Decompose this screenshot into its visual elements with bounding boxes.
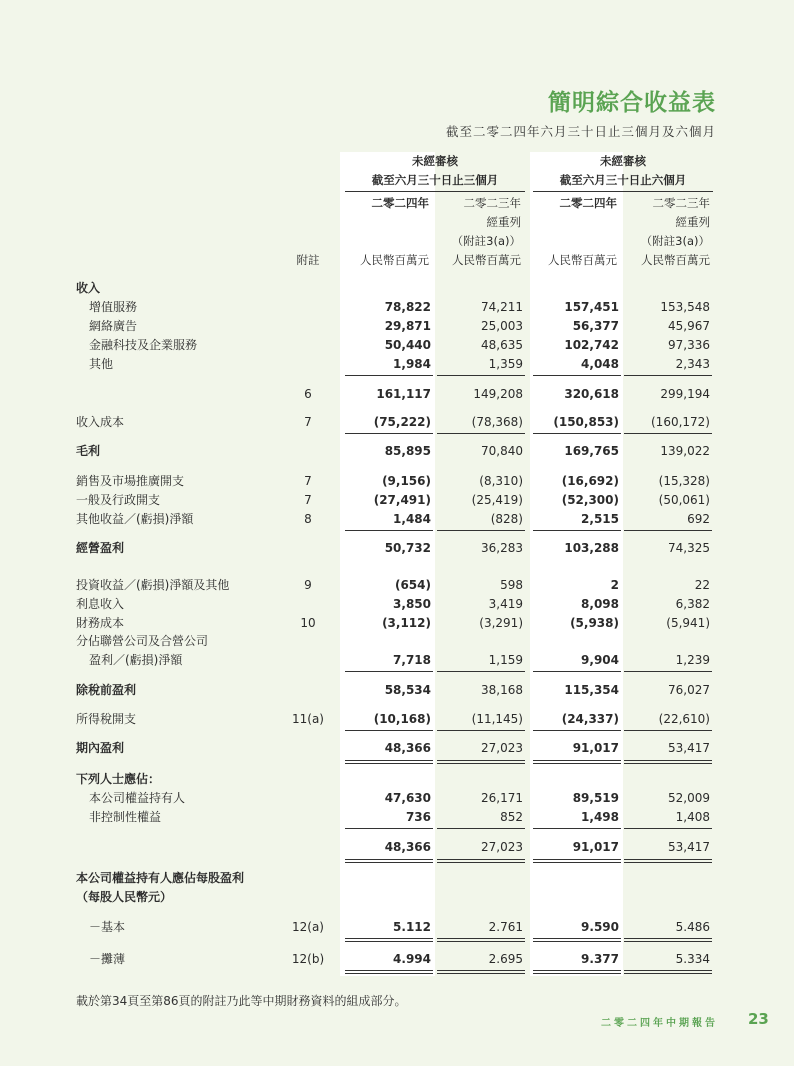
note-ref: 7 [304, 415, 312, 429]
value: 26,171 [481, 791, 523, 805]
value: 76,027 [668, 683, 710, 697]
value: 2.761 [488, 920, 523, 934]
value: (24,337) [561, 712, 619, 726]
value: 48,366 [384, 840, 431, 854]
value: 320,618 [564, 387, 619, 401]
rule [533, 941, 621, 942]
rule [437, 973, 525, 974]
value: 97,336 [668, 338, 710, 352]
row-selling [0, 472, 794, 491]
value: 1,984 [393, 357, 431, 371]
row-vas [0, 298, 794, 317]
header-restated-3m: 經重列 [486, 215, 521, 229]
header-rule-3m [345, 191, 525, 192]
header-restated-6m: 經重列 [675, 215, 710, 229]
rule [345, 375, 433, 376]
rule [437, 862, 525, 863]
header-year-2023-3m: 二零二三年 [463, 196, 521, 210]
value: (16,692) [561, 474, 619, 488]
value: (9,156) [382, 474, 431, 488]
value: 70,840 [481, 444, 523, 458]
section-attributable [0, 770, 794, 789]
rule [533, 763, 621, 764]
rule [533, 730, 621, 731]
value: (828) [490, 512, 523, 526]
rule [437, 941, 525, 942]
rule [624, 763, 712, 764]
value: (10,168) [373, 712, 431, 726]
value: 48,366 [384, 741, 431, 755]
label: －基本 [89, 920, 126, 934]
rule [533, 828, 621, 829]
label: －攤薄 [89, 952, 126, 966]
rule [624, 862, 712, 863]
row-attrib-total [0, 838, 794, 857]
header-unaudited-6m: 未經審核 [600, 154, 646, 168]
rule [624, 530, 712, 531]
value: 47,630 [384, 791, 431, 805]
rule [345, 970, 433, 971]
row-eps-basic [0, 918, 794, 937]
label: 毛利 [76, 444, 101, 458]
header-notes: 附註 [296, 253, 320, 267]
label: 增值服務 [89, 300, 138, 314]
label: 除稅前盈利 [76, 683, 137, 697]
value: (75,222) [373, 415, 431, 429]
label: 經營盈利 [76, 541, 125, 555]
label: 收入成本 [76, 415, 125, 429]
value: (3,112) [382, 616, 431, 630]
page-title: 簡明綜合收益表 [548, 90, 716, 116]
value: 5.486 [675, 920, 710, 934]
value: 1,159 [488, 653, 523, 667]
rule [345, 730, 433, 731]
value: 157,451 [564, 300, 619, 314]
note-ref: 12(a) [292, 920, 324, 934]
value: 5.334 [675, 952, 710, 966]
row-ads [0, 317, 794, 336]
value: 3,419 [488, 597, 523, 611]
value: (654) [394, 578, 431, 592]
value: (160,172) [651, 415, 710, 429]
rule [345, 671, 433, 672]
row-profit-before-tax [0, 681, 794, 700]
note-ref: 7 [304, 493, 312, 507]
label: 金融科技及企業服務 [89, 338, 198, 352]
value: 2,343 [675, 357, 710, 371]
footnote: 載於第34頁至第86頁的附註乃此等中期財務資料的組成部分。 [76, 994, 407, 1008]
rule [345, 760, 433, 761]
header-rule-6m [533, 191, 713, 192]
rule [624, 730, 712, 731]
value: 50,732 [384, 541, 431, 555]
rule [437, 970, 525, 971]
rule [624, 973, 712, 974]
rule [624, 760, 712, 761]
value: 36,283 [481, 541, 523, 555]
note-ref: 12(b) [291, 952, 325, 966]
note-ref: 9 [304, 578, 312, 592]
note-ref: 10 [300, 616, 316, 630]
note-ref: 11(a) [292, 712, 324, 726]
rule [533, 970, 621, 971]
label: 其他收益／(虧損)淨額 [76, 512, 194, 526]
label: 非控制性權益 [89, 810, 162, 824]
value: (22,610) [658, 712, 710, 726]
label: 銷售及市場推廣開支 [76, 474, 185, 488]
value: 1,239 [675, 653, 710, 667]
value: 149,208 [473, 387, 523, 401]
value: 78,822 [384, 300, 431, 314]
row-operating-profit [0, 539, 794, 558]
header-currency-3: 人民幣百萬元 [548, 253, 617, 267]
rule [624, 375, 712, 376]
value: 169,765 [564, 444, 619, 458]
header-period-6m: 截至六月三十日止六個月 [559, 173, 687, 187]
rule [345, 530, 433, 531]
value: 91,017 [572, 741, 619, 755]
header-restated-note-6m: （附註3(a)） [640, 234, 710, 248]
page-number: 23 [748, 1010, 769, 1028]
value: (5,938) [570, 616, 619, 630]
value: (5,941) [666, 616, 710, 630]
value: 2 [610, 578, 619, 592]
value: (3,291) [479, 616, 523, 630]
section-revenue [0, 279, 794, 298]
header-year-2023-6m: 二零二三年 [652, 196, 710, 210]
row-ga [0, 491, 794, 510]
rule [533, 862, 621, 863]
rule [437, 938, 525, 939]
value: 48,635 [481, 338, 523, 352]
rule [624, 941, 712, 942]
header-currency-4: 人民幣百萬元 [641, 253, 710, 267]
rule [533, 375, 621, 376]
rule [437, 828, 525, 829]
value: (8,310) [479, 474, 523, 488]
row-fintech [0, 336, 794, 355]
value: 9.590 [581, 920, 619, 934]
rule [345, 433, 433, 434]
rule [345, 862, 433, 863]
value: 161,117 [376, 387, 431, 401]
row-equity-holders [0, 789, 794, 808]
note-ref: 8 [304, 512, 312, 526]
value: 103,288 [564, 541, 619, 555]
note-ref: 6 [304, 387, 312, 401]
label: 本公司權益持有人 [89, 791, 186, 805]
label: 收入 [76, 281, 101, 295]
rule [437, 530, 525, 531]
row-income-tax [0, 710, 794, 729]
row-share-assoc [0, 651, 794, 670]
row-gross-profit [0, 442, 794, 461]
value: 6,382 [675, 597, 710, 611]
value: 74,211 [481, 300, 523, 314]
rule [437, 760, 525, 761]
value: 852 [500, 810, 523, 824]
value: 139,022 [660, 444, 710, 458]
value: 9.377 [581, 952, 619, 966]
value: 736 [405, 810, 431, 824]
value: 58,534 [384, 683, 431, 697]
value: 85,895 [384, 444, 431, 458]
value: (15,328) [658, 474, 710, 488]
rule [624, 938, 712, 939]
value: 5.112 [393, 920, 431, 934]
rule [437, 763, 525, 764]
value: (11,145) [471, 712, 523, 726]
row-finance-costs [0, 614, 794, 633]
rule [345, 859, 433, 860]
value: 2.695 [488, 952, 523, 966]
row-eps-diluted [0, 950, 794, 969]
row-nci [0, 808, 794, 827]
rule [533, 859, 621, 860]
value: 22 [694, 578, 710, 592]
value: 74,325 [668, 541, 710, 555]
value: 25,003 [481, 319, 523, 333]
value: 7,718 [393, 653, 431, 667]
value: 4.994 [393, 952, 431, 966]
rule [345, 828, 433, 829]
value: (50,061) [658, 493, 710, 507]
value: 1,498 [581, 810, 619, 824]
value: (78,368) [471, 415, 523, 429]
value: 89,519 [572, 791, 619, 805]
rule [345, 938, 433, 939]
row-profit-period [0, 739, 794, 758]
value: 29,871 [384, 319, 431, 333]
row-revenue-total [0, 385, 794, 404]
rule [437, 433, 525, 434]
value: 38,168 [481, 683, 523, 697]
row-others [0, 355, 794, 374]
value: 91,017 [572, 840, 619, 854]
rule [533, 671, 621, 672]
value: 153,548 [660, 300, 710, 314]
header-currency-1: 人民幣百萬元 [360, 253, 429, 267]
rule [624, 433, 712, 434]
value: 2,515 [581, 512, 619, 526]
row-cost-of-revenue [0, 413, 794, 432]
rule [533, 760, 621, 761]
value: 27,023 [481, 840, 523, 854]
rule [345, 973, 433, 974]
label: 一般及行政開支 [76, 493, 161, 507]
header-period-3m: 截至六月三十日止三個月 [371, 173, 499, 187]
report-name: 二零二四年中期報告 [601, 1018, 718, 1029]
header-unaudited-3m: 未經審核 [412, 154, 458, 168]
rule [533, 973, 621, 974]
rule [345, 763, 433, 764]
label: 盈利／(虧損)淨額 [89, 653, 183, 667]
label: 下列人士應佔： [76, 772, 161, 786]
value: 692 [687, 512, 710, 526]
value: 299,194 [660, 387, 710, 401]
rule [437, 375, 525, 376]
rule [437, 859, 525, 860]
section-eps [0, 869, 794, 888]
value: 53,417 [668, 840, 710, 854]
value: (25,419) [471, 493, 523, 507]
value: 52,009 [668, 791, 710, 805]
section-eps-unit [0, 888, 794, 907]
header-currency-2: 人民幣百萬元 [452, 253, 521, 267]
value: 50,440 [384, 338, 431, 352]
label: 財務成本 [76, 616, 125, 630]
value: 1,408 [675, 810, 710, 824]
value: 53,417 [668, 741, 710, 755]
label: 其他 [89, 357, 114, 371]
rule [533, 938, 621, 939]
row-investment [0, 576, 794, 595]
label: （每股人民幣元） [76, 890, 173, 904]
value: 1,359 [488, 357, 523, 371]
value: (52,300) [561, 493, 619, 507]
value: 56,377 [572, 319, 619, 333]
value: 9,904 [581, 653, 619, 667]
value: 45,967 [668, 319, 710, 333]
value: 1,484 [393, 512, 431, 526]
value: 4,048 [581, 357, 619, 371]
value: (27,491) [373, 493, 431, 507]
label: 所得稅開支 [76, 712, 137, 726]
label: 期內盈利 [76, 741, 125, 755]
value: 598 [500, 578, 523, 592]
row-other-gains [0, 510, 794, 529]
label: 利息收入 [76, 597, 125, 611]
header-year-2024-6m: 二零二四年 [559, 196, 617, 210]
rule [345, 941, 433, 942]
rule [437, 730, 525, 731]
label: 分佔聯營公司及合營公司 [76, 634, 209, 648]
label: 本公司權益持有人應佔每股盈利 [76, 871, 245, 885]
rule [624, 828, 712, 829]
rule [533, 530, 621, 531]
rule [533, 433, 621, 434]
label: 投資收益／(虧損)淨額及其他 [76, 578, 230, 592]
header-year-2024-3m: 二零二四年 [371, 196, 429, 210]
value: 102,742 [564, 338, 619, 352]
value: 115,354 [564, 683, 619, 697]
header-restated-note-3m: （附註3(a)） [451, 234, 521, 248]
page-subtitle: 截至二零二四年六月三十日止三個月及六個月 [445, 124, 716, 139]
value: 3,850 [393, 597, 431, 611]
rule [437, 671, 525, 672]
rule [624, 970, 712, 971]
value: (150,853) [553, 415, 619, 429]
row-interest-income [0, 595, 794, 614]
value: 27,023 [481, 741, 523, 755]
label: 網絡廣告 [89, 319, 138, 333]
value: 8,098 [581, 597, 619, 611]
note-ref: 7 [304, 474, 312, 488]
rule [624, 859, 712, 860]
rule [624, 671, 712, 672]
row-share-assoc-line1 [0, 632, 794, 651]
